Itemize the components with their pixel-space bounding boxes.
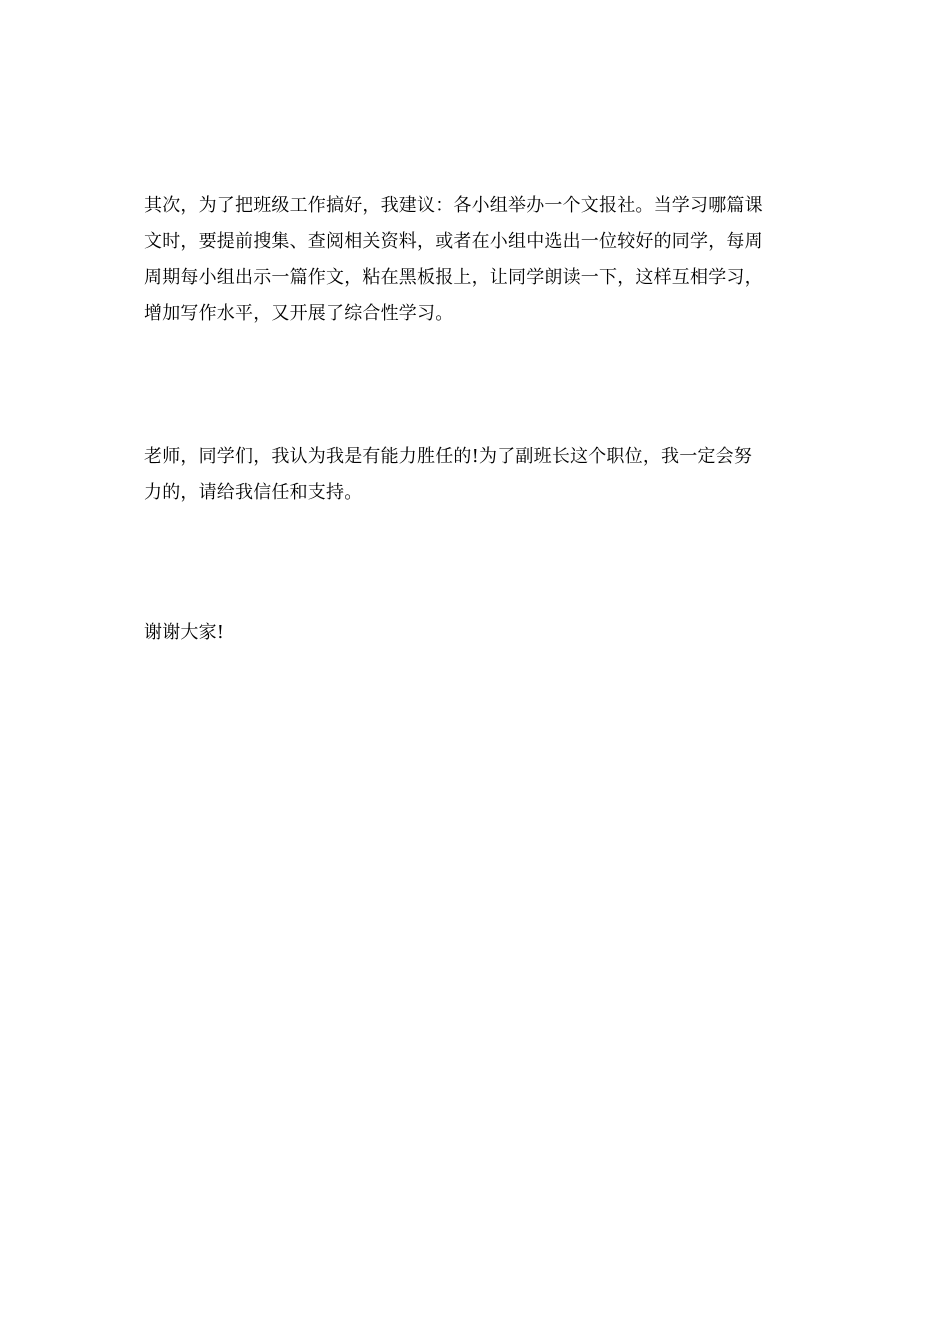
paragraph-line: 其次，为了把班级工作搞好，我建议：各小组举办一个文报社。当学习哪篇课 <box>144 195 763 216</box>
paragraph-commitment <box>144 439 804 511</box>
paragraph-suggestion <box>144 188 804 332</box>
paragraph-line: 老师，同学们，我认为我是有能力胜任的!为了副班长这个职位，我一定会努 <box>144 446 753 467</box>
paragraph-line: 文时，要提前搜集、查阅相关资料，或者在小组中选出一位较好的同学，每周 <box>144 231 763 252</box>
paragraph-line: 谢谢大家! <box>144 622 225 643</box>
paragraph-line: 周期每小组出示一篇作文，粘在黑板报上，让同学朗读一下，这样互相学习， <box>144 267 763 288</box>
paragraph-line: 增加写作水平，又开展了综合性学习。 <box>144 303 454 324</box>
paragraph-thanks <box>144 615 804 651</box>
paragraph-line: 力的，请给我信任和支持。 <box>144 482 363 503</box>
